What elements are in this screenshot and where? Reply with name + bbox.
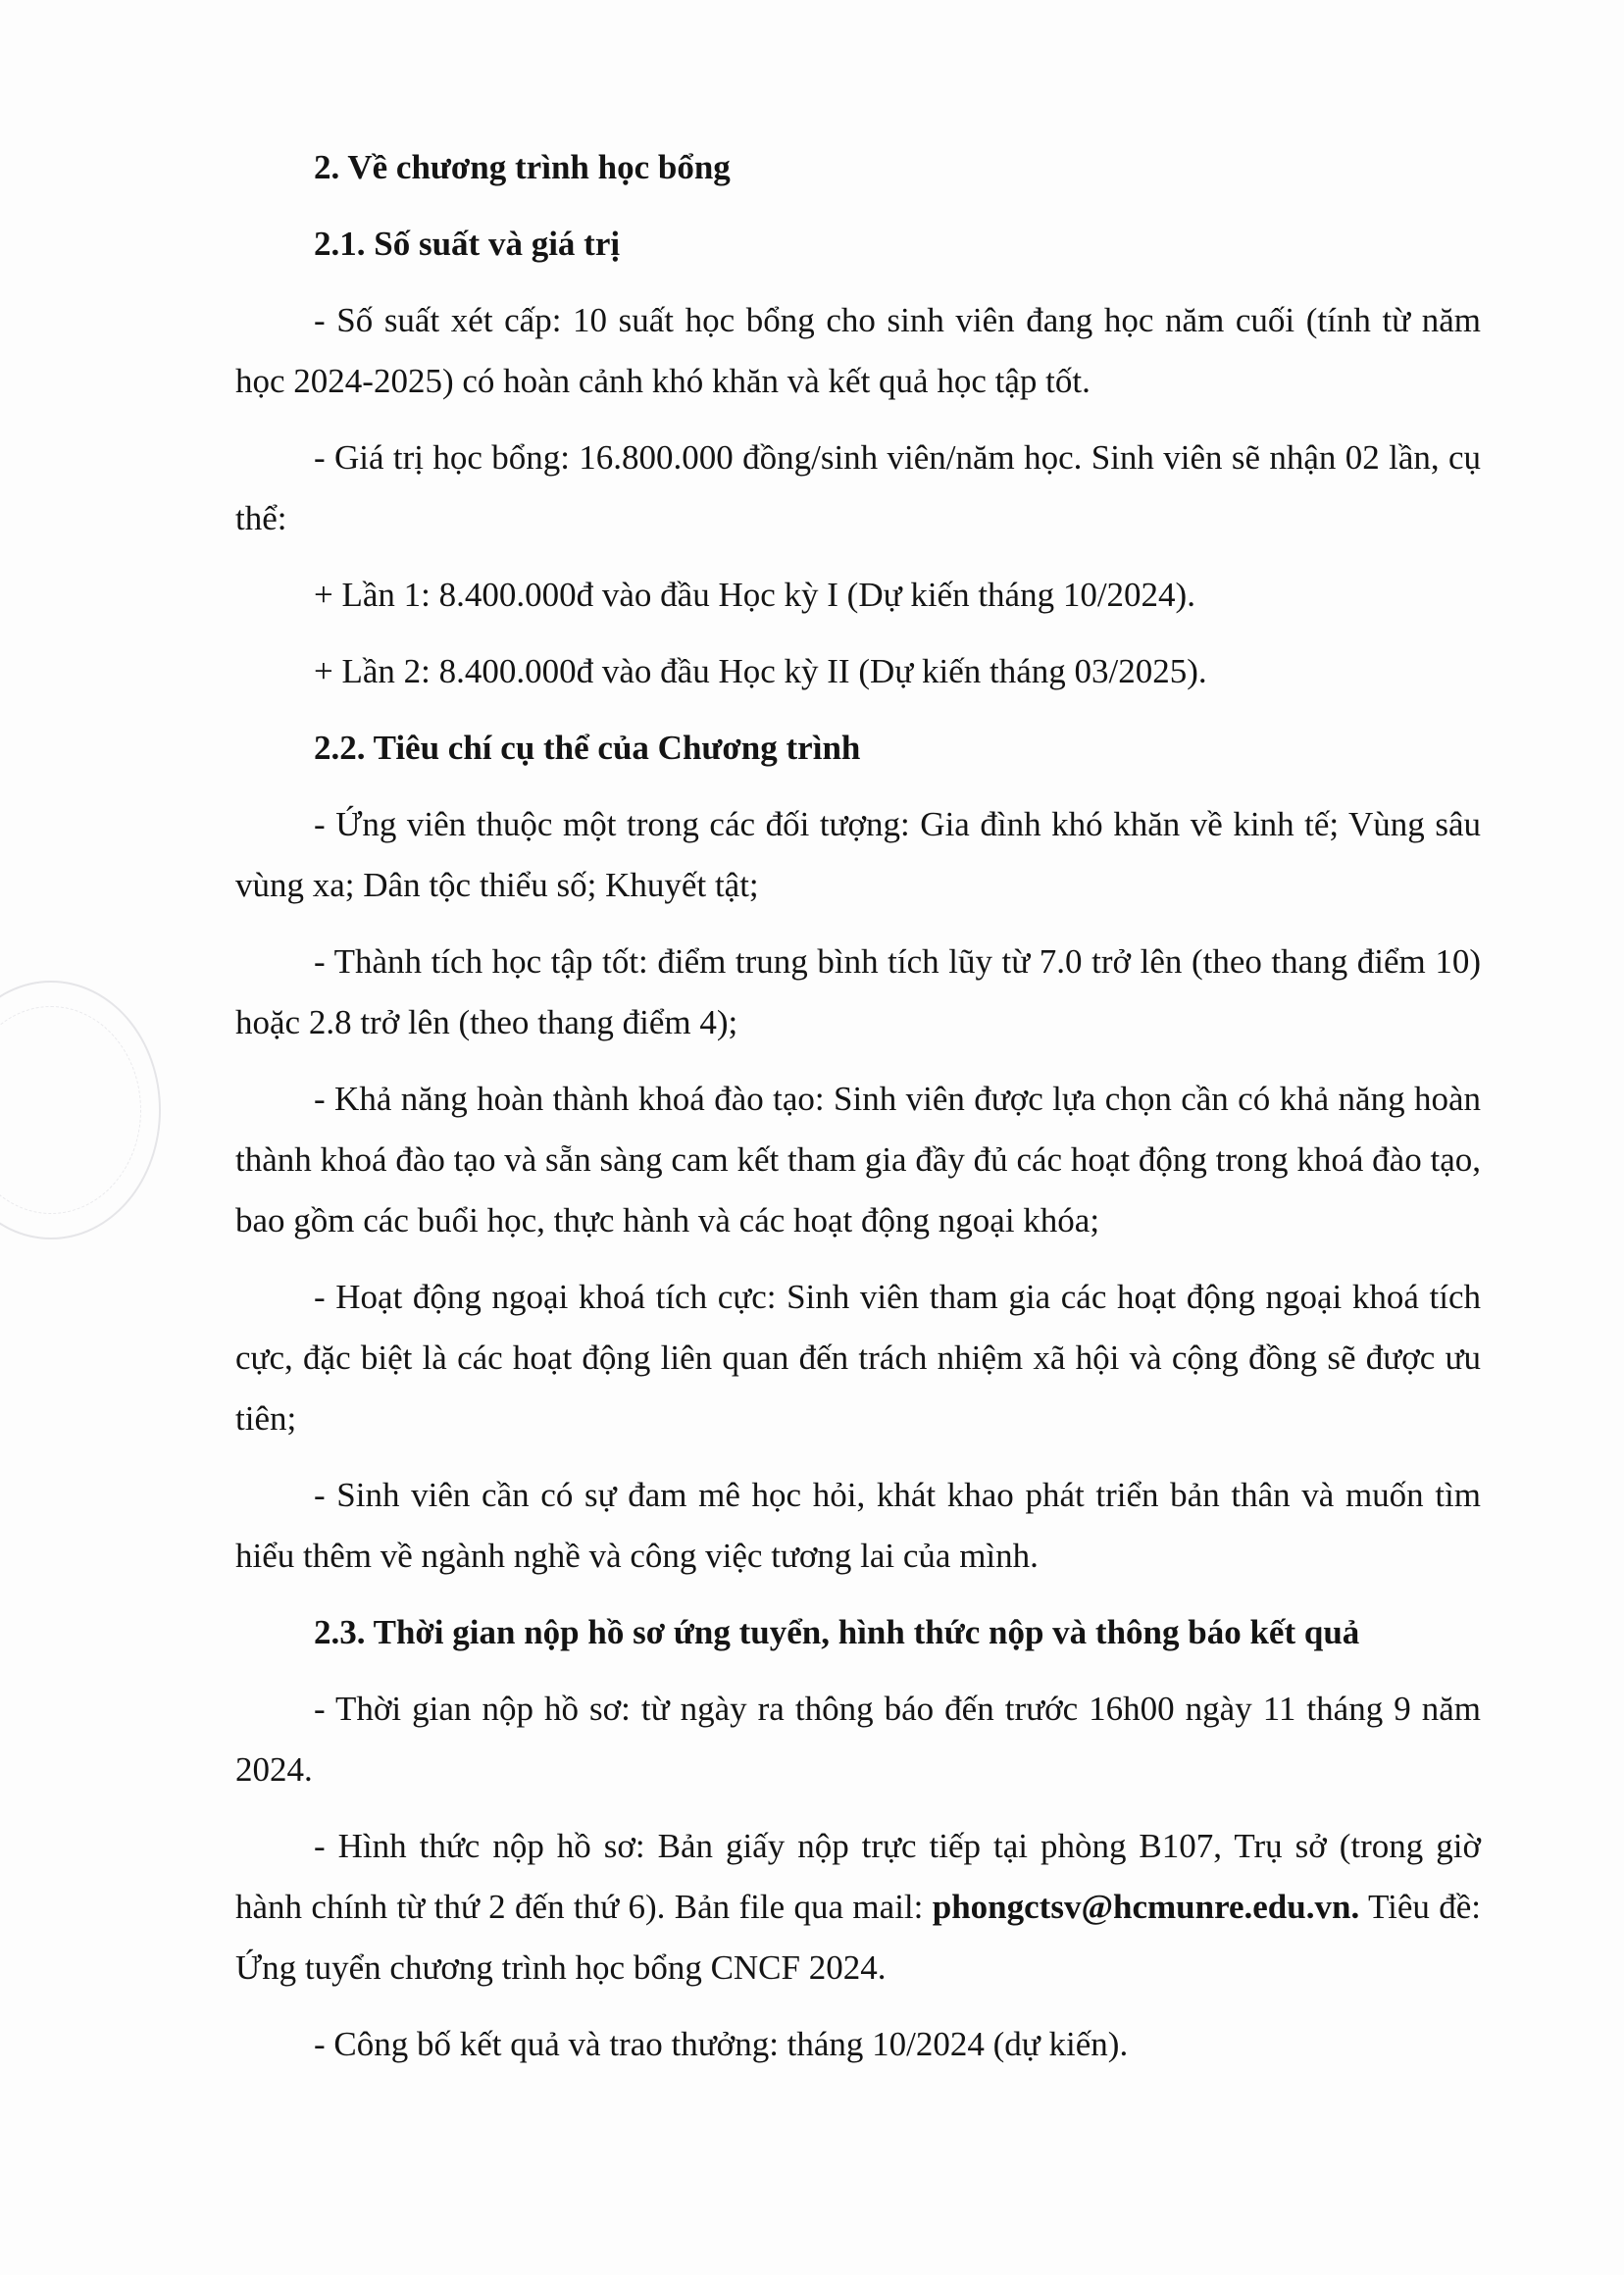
submission-deadline: - Thời gian nộp hồ sơ: từ ngày ra thông báo đến trước 16h00 ngày 11 tháng 9 năm 2024.	[235, 1690, 1481, 1789]
criteria-academic: - Thành tích học tập tốt: điểm trung bình tích lũy từ 7.0 trở lên (theo thang điểm 10) hoặc 2.8 trở lên (theo thang điểm 4);	[235, 942, 1481, 1041]
criteria-passion: - Sinh viên cần có sự đam mê học hỏi, khát khao phát triển bản thân và muốn tìm hiểu thêm về ngành nghề và công việc tương lai của mình.	[235, 1476, 1481, 1575]
submission-method-subject: Tiêu đề: Ứng tuyển chương trình học bổng CNCF 2024.	[235, 1888, 1481, 1987]
results-announcement: - Công bố kết quả và trao thưởng: tháng 10/2024 (dự kiến).	[314, 2025, 1129, 2063]
criteria-extracurricular: - Hoạt động ngoại khoá tích cực: Sinh viên tham gia các hoạt động ngoại khoá tích cực, đặc biệt là các hoạt động liên quan đến trách nhiệm xã hội và cộng đồng sẽ được ưu tiên;	[235, 1278, 1481, 1438]
section-2-heading: 2. Về chương trình học bổng	[314, 148, 731, 186]
criteria-completion: - Khả năng hoàn thành khoá đào tạo: Sinh viên được lựa chọn cần có khả năng hoàn thành khoá đào tạo và sẵn sàng cam kết tham gia đầy đủ các hoạt động trong khoá đào tạo, bao gồm các buổi học, thực hành và các hoạt động ngoại khóa;	[235, 1080, 1481, 1239]
submission-method-text: - Hình thức nộp hồ sơ: Bản giấy nộp trực tiếp tại phòng B107, Trụ sở (trong giờ hành chính từ thứ 2 đến thứ 6). Bản file qua mail:	[235, 1827, 1481, 1926]
document-body	[235, 137, 1481, 2091]
criteria-eligibility: - Ứng viên thuộc một trong các đối tượng: Gia đình khó khăn về kinh tế; Vùng sâu vùng xa; Dân tộc thiểu số; Khuyết tật;	[235, 805, 1481, 904]
section-2-1-heading: 2.1. Số suất và giá trị	[314, 225, 621, 263]
section-2-3-heading: 2.3. Thời gian nộp hồ sơ ứng tuyển, hình thức nộp và thông báo kết quả	[314, 1613, 1360, 1651]
stamp-inner-ring	[0, 1006, 141, 1214]
installment-2: + Lần 2: 8.400.000đ vào đầu Học kỳ II (Dự kiến tháng 03/2025).	[314, 652, 1207, 690]
contact-email-link[interactable]: phongctsv@hcmunre.edu.vn.	[932, 1888, 1360, 1926]
installment-1: + Lần 1: 8.400.000đ vào đầu Học kỳ I (Dự kiến tháng 10/2024).	[314, 576, 1195, 614]
stamp-mark	[0, 981, 161, 1239]
value-paragraph: - Giá trị học bổng: 16.800.000 đồng/sinh viên/năm học. Sinh viên sẽ nhận 02 lần, cụ thể:	[235, 438, 1481, 537]
quota-paragraph: - Số suất xét cấp: 10 suất học bổng cho sinh viên đang học năm cuối (tính từ năm học 2024-2025) có hoàn cảnh khó khăn và kết quả học tập tốt.	[235, 301, 1481, 400]
submission-method	[235, 1816, 1481, 1998]
section-2-2-heading: 2.2. Tiêu chí cụ thể của Chương trình	[314, 729, 861, 767]
